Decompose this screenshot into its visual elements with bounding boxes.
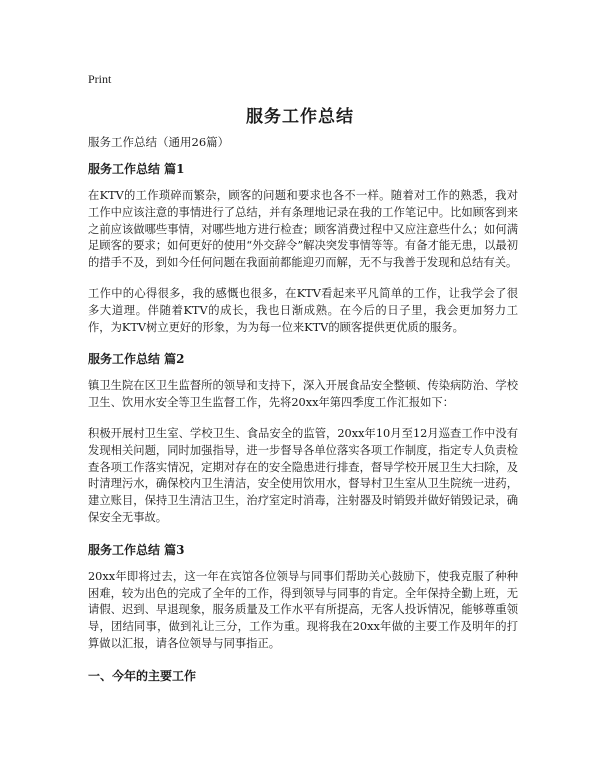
print-link[interactable]: Print [88,72,112,86]
document-subtitle: 服务工作总结（通用26篇） [88,135,230,149]
section-heading: 服务工作总结 篇2 [88,352,185,367]
page-title: 服务工作总结 [246,107,354,127]
section-heading: 服务工作总结 篇1 [88,162,185,176]
section-2 [88,350,518,526]
section-3 [88,541,518,653]
section-1 [88,160,518,336]
paragraph: 20xx年即将过去，这一年在宾馆各位领导与同事们帮助关心鼓励下，使我克服了种种困难，较为出色的完成了全年的工作，得到领导与同事的肯定。全年保持全勤上班，无请假、迟到、早退现象，服务质量及工作水平有所提高，无客人投诉情况，能够尊重领导，团结同事，做到礼让三分，工作为重。现将我在20xx年做的主要工作及明年的打算做以汇报，请各位领导与同事指正。 [88,569,518,650]
section-heading: 一、今年的主要工作 [88,668,197,683]
paragraph: 在KTV的工作琐碎而繁杂，顾客的问题和要求也各不一样。随着对工作的熟悉，我对工作中应该注意的事情进行了总结，并有条理地记录在我的工作笔记中。比如顾客到来之前应该做哪些事情，对哪些地方进行检查；顾客消费过程中又应注意些什么；如何满足顾客的要求；如何更好的使用“外交辞令”解决突发事情等等。有备才能无患，以最初的措手不及，到如今任何问题在我面前都能迎刃而解，无不与我善于发现和总结有关。 [88,189,518,270]
document-body [88,160,518,695]
section-heading: 服务工作总结 篇3 [88,542,185,557]
paragraph: 工作中的心得很多，我的感慨也很多，在KTV看起来平凡简单的工作，让我学会了很多大道理。伴随着KTV的成长，我也日渐成熟。在今后的日子里，我会更加努力工作，为KTV树立更好的形象，为为每一位来KTV的顾客提供更优质的服务。 [88,286,518,334]
paragraph: 镇卫生院在区卫生监督所的领导和支持下，深入开展食品安全整顿、传染病防治、学校卫生、饮用水安全等卫生监督工作，先将20xx年第四季度工作汇报如下： [88,379,518,410]
section-4 [88,667,518,685]
paragraph: 积极开展村卫生室、学校卫生、食品安全的监管，20xx年10月至12月巡查工作中没有发现相关问题，同时加强指导，进一步督导各单位落实各项工作制度，指定专人负责检查各项工作落实情况，定期对存在的安全隐患进行排查，督导学校开展卫生大扫除，及时清理污水，确保校内卫生清洁，安全使用饮用水，督导村卫生室从卫生院统一进药，建立账目，保持卫生清洁卫生，治疗室定时消毒，注射器及时销毁并做好销毁记录，确保安全无事故。 [88,426,518,524]
